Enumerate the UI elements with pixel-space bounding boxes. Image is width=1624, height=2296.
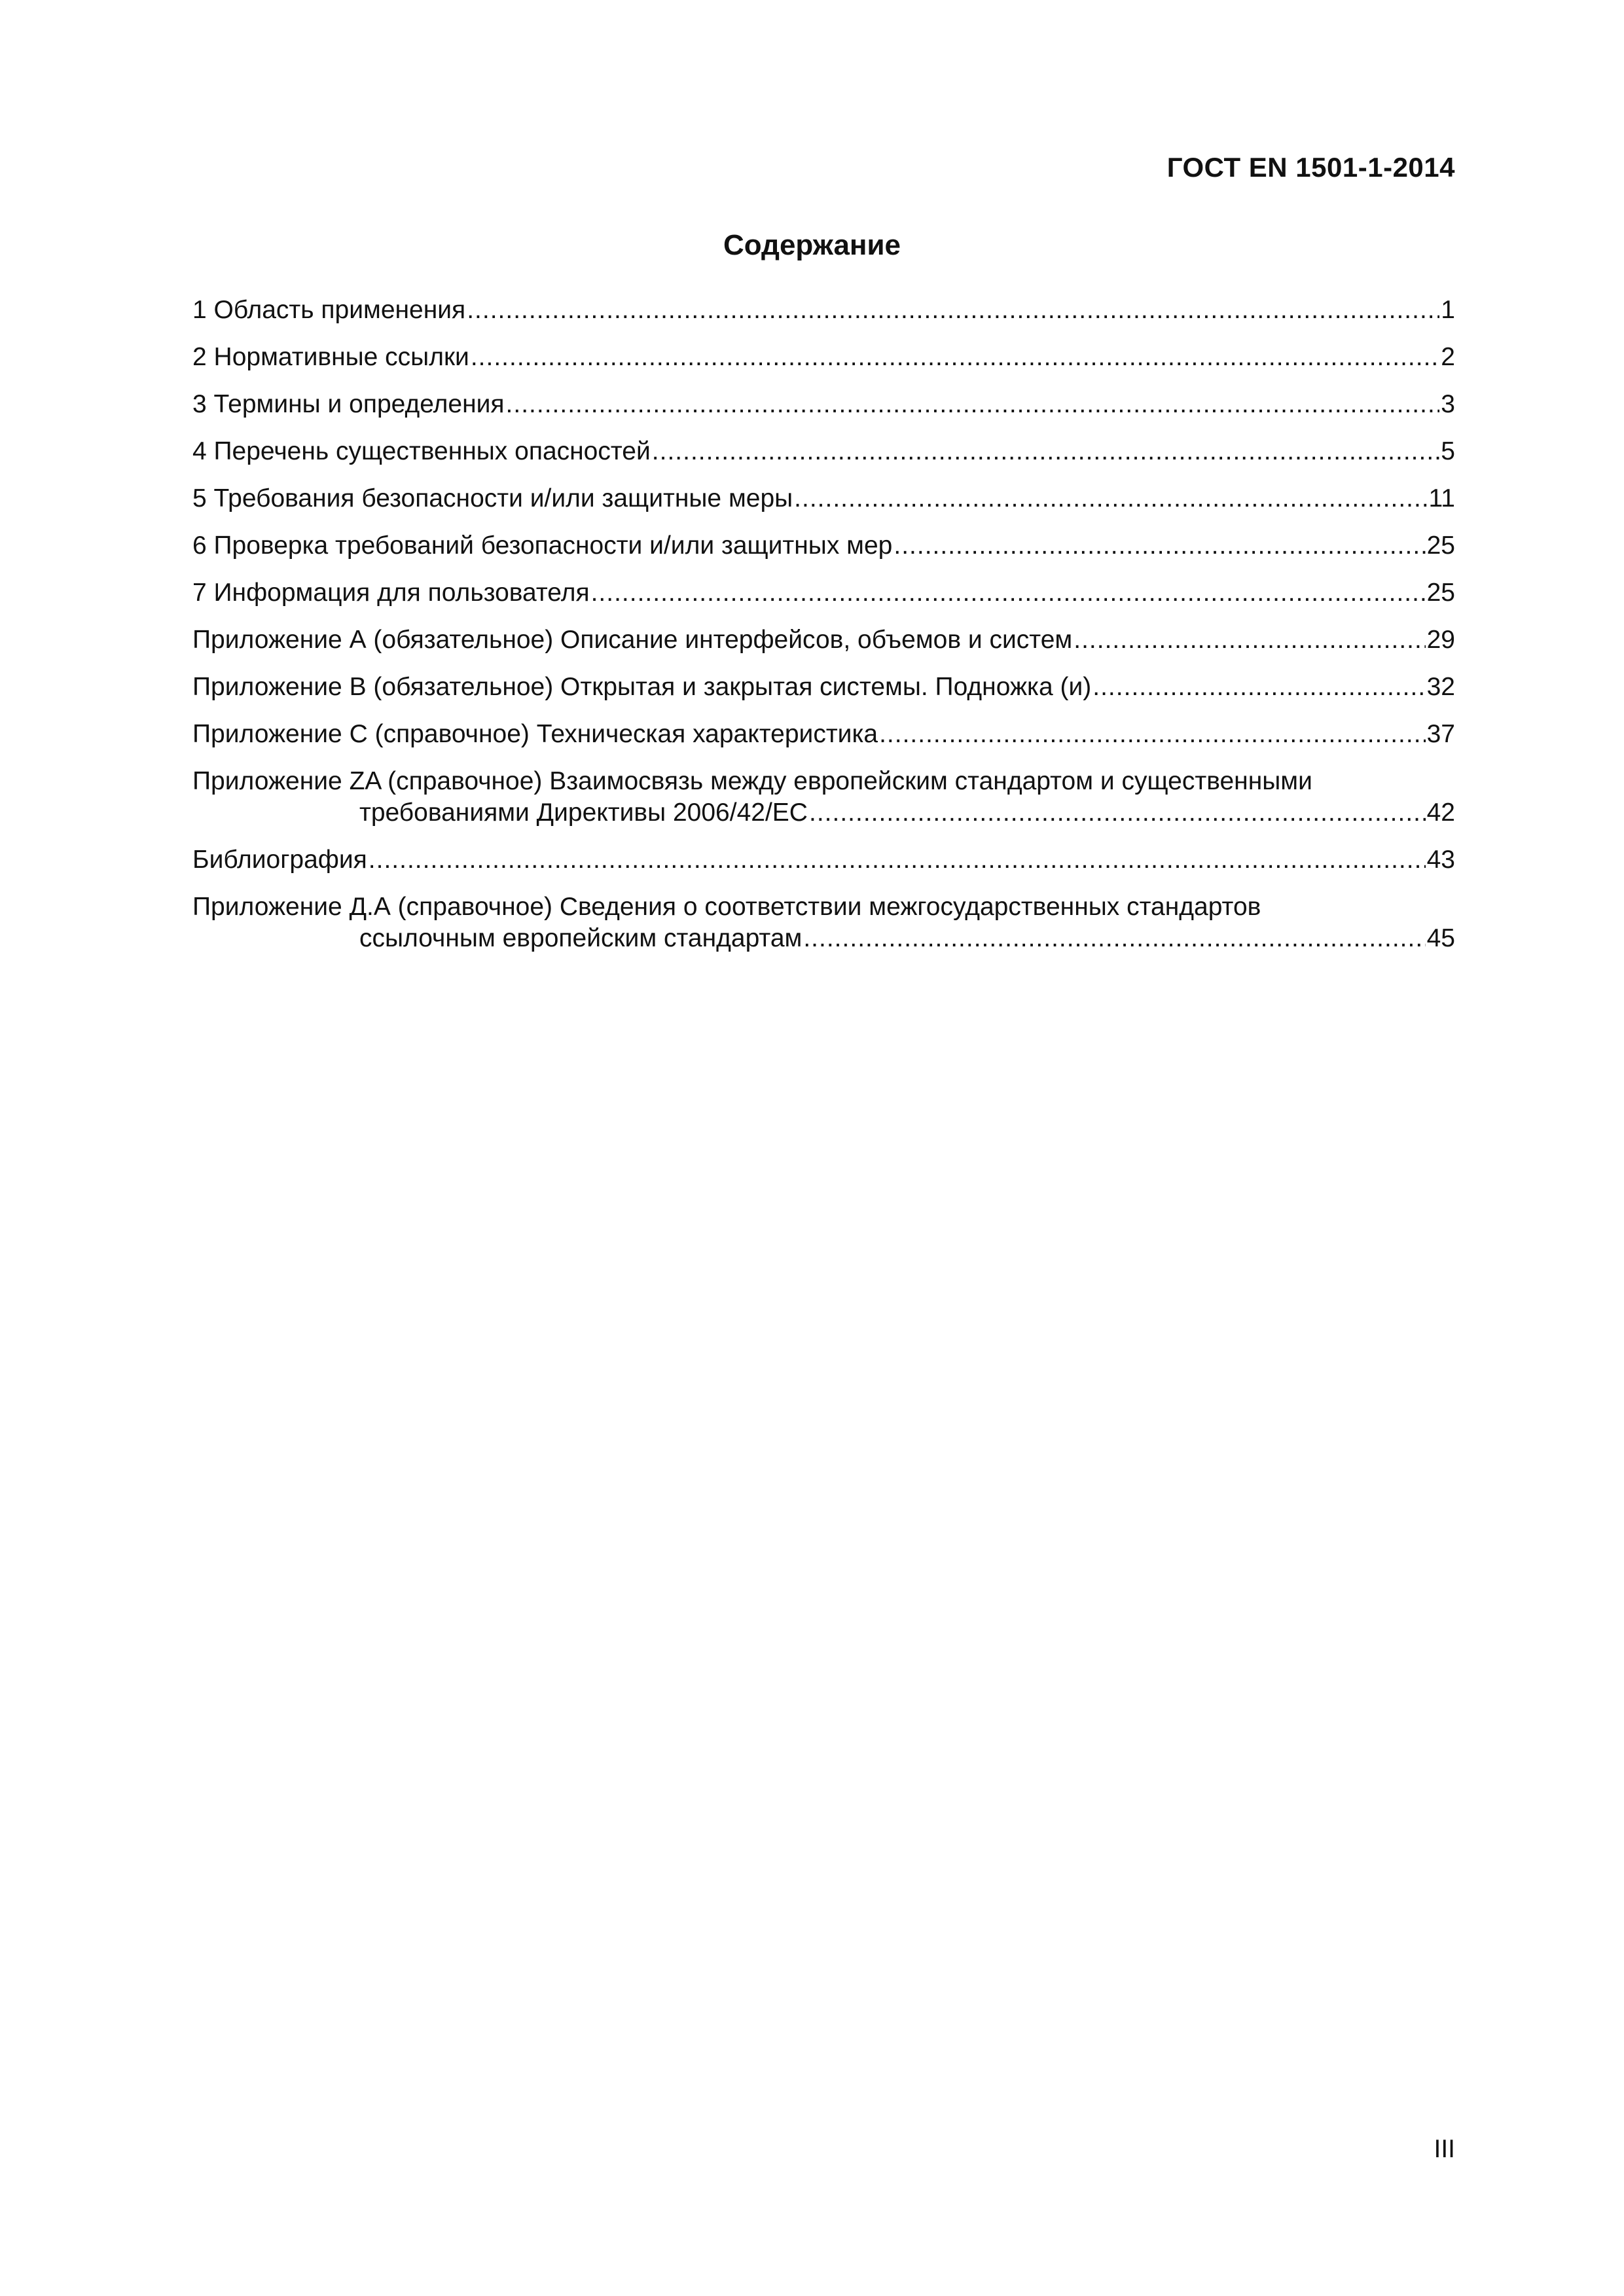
toc-entry-page: 42 — [1426, 798, 1455, 827]
dot-leader — [794, 483, 1427, 514]
toc-entry-title: 6 Проверка требований безопасности и/или защитных мер — [192, 531, 893, 560]
toc-entry-title: 3 Термины и определения — [192, 390, 505, 418]
toc-entry[interactable] — [192, 766, 1455, 829]
toc-entry[interactable] — [192, 530, 1455, 562]
toc-entry-page: 25 — [1426, 531, 1455, 560]
dot-leader — [879, 719, 1426, 750]
toc-entry-page: 3 — [1441, 390, 1455, 418]
table-of-contents — [192, 295, 1455, 970]
toc-entry[interactable] — [192, 483, 1455, 514]
toc-entry[interactable] — [192, 624, 1455, 656]
toc-entry-page: 43 — [1426, 846, 1455, 874]
dot-leader — [893, 530, 1425, 562]
page-number: III — [1434, 2135, 1455, 2163]
toc-entry-title: 1 Область применения — [192, 296, 466, 324]
dot-leader — [1074, 624, 1425, 656]
toc-entry-title-continuation: требованиями Директивы 2006/42/ЕС — [359, 798, 808, 827]
toc-entry-title: 7 Информация для пользователя — [192, 579, 590, 607]
toc-entry[interactable] — [192, 719, 1455, 750]
toc-entry[interactable] — [192, 389, 1455, 420]
toc-entry-page: 5 — [1441, 437, 1455, 465]
dot-leader — [803, 923, 1425, 954]
dot-leader — [467, 295, 1439, 326]
dot-leader — [506, 389, 1440, 420]
toc-entry[interactable] — [192, 436, 1455, 467]
toc-entry-title: Библиография — [192, 846, 367, 874]
toc-entry-title: Приложение А (обязательное) Описание интерфейсов, объемов и систем — [192, 626, 1073, 654]
document-code: ГОСТ EN 1501-1-2014 — [1166, 152, 1455, 183]
toc-entry-title: Приложение ZA (справочное) Взаимосвязь между европейским стандартом и существенными — [192, 767, 1312, 795]
toc-entry-page: 2 — [1441, 343, 1455, 371]
toc-entry[interactable] — [192, 295, 1455, 326]
toc-entry-page: 11 — [1428, 484, 1455, 512]
toc-entry-page: 25 — [1426, 579, 1455, 607]
toc-entry-page: 29 — [1426, 626, 1455, 654]
toc-entry[interactable] — [192, 342, 1455, 373]
toc-entry-title: Приложение С (справочное) Техническая характеристика — [192, 720, 878, 748]
dot-leader — [471, 342, 1439, 373]
dot-leader — [591, 577, 1426, 609]
dot-leader — [652, 436, 1440, 467]
toc-entry[interactable] — [192, 844, 1455, 876]
toc-entry-title: 2 Нормативные ссылки — [192, 343, 469, 371]
toc-title: Содержание — [723, 229, 901, 261]
dot-leader — [1092, 672, 1425, 703]
toc-entry-title: 5 Требования безопасности и/или защитные меры — [192, 484, 793, 512]
toc-entry-title: Приложение В (обязательное) Открытая и закрытая системы. Подножка (и) — [192, 673, 1092, 701]
toc-entry-page: 1 — [1441, 296, 1455, 324]
toc-entry[interactable] — [192, 577, 1455, 609]
toc-entry-page: 37 — [1426, 720, 1455, 748]
toc-entry-title-continuation: ссылочным европейским стандартам — [359, 924, 803, 952]
toc-entry[interactable] — [192, 672, 1455, 703]
toc-entry[interactable] — [192, 891, 1455, 954]
toc-entry-page: 45 — [1426, 924, 1455, 952]
dot-leader — [369, 844, 1426, 876]
toc-entry-title: Приложение Д.А (справочное) Сведения о соответствии межгосударственных стандартов — [192, 893, 1261, 921]
dot-leader — [809, 797, 1426, 829]
toc-entry-page: 32 — [1426, 673, 1455, 701]
toc-entry-title: 4 Перечень существенных опасностей — [192, 437, 651, 465]
